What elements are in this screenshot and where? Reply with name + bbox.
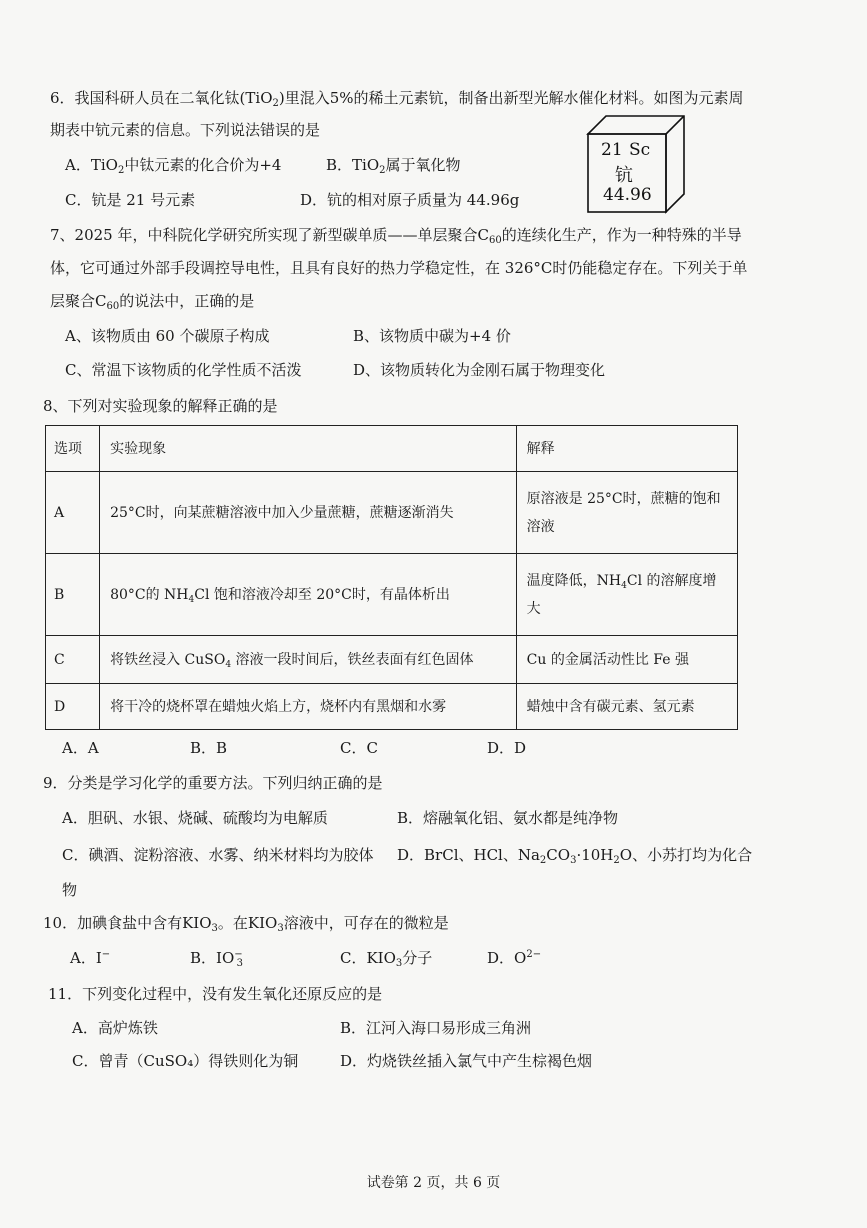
element-symbol: Sc: [629, 140, 651, 160]
table-cell-explanation: Cu 的金属活动性比 Fe 强: [516, 636, 737, 684]
table-row: [46, 636, 738, 684]
q10-stem: 10．加碘食盐中含有$KIO_3$。在$KIO_3$溶液中，可存在的微粒是: [43, 914, 449, 934]
table-cell-phenomenon: 将干冷的烧杯罩在蜡烛火焰上方，烧杯内有黑烟和水雾: [100, 684, 517, 730]
q7-option-b: B、该物质中碳为+4 价: [353, 327, 511, 345]
q11-option-c: C．曾青（CuSO₄）得铁则化为铜: [72, 1052, 299, 1070]
q9-option-d-continuation: 物: [62, 881, 78, 899]
q8-stem: 8、下列对实验现象的解释正确的是: [43, 397, 278, 415]
page-footer: 试卷第 2 页，共 6 页: [366, 1175, 501, 1191]
table-cell-explanation: 温度降低，$NH_4Cl$ 的溶解度增大: [516, 554, 737, 636]
q7-option-c: C、常温下该物质的化学性质不活泼: [65, 361, 302, 379]
q8-option-c: C．C: [340, 739, 378, 757]
q10-option-b: B．$IO^-_3$: [190, 949, 244, 969]
table-header-row: [46, 426, 738, 472]
q11-option-b: B．江河入海口易形成三角洲: [340, 1019, 532, 1037]
q10-option-a: A．I−: [70, 949, 111, 967]
q10-option-c: C．$KIO_3$分子: [340, 949, 433, 969]
table-row: [46, 472, 738, 554]
q10-option-d: D．$O^{2-}$: [487, 949, 542, 967]
table-cell-option: D: [46, 684, 100, 730]
q6-stem-line2: 期表中钪元素的信息。下列说法错误的是: [50, 121, 321, 139]
element-atomic-number: 21: [601, 140, 623, 160]
q6-option-b: B．TiO$_2$属于氧化物: [326, 156, 461, 176]
q9-option-d: D．BrCl、HCl、$Na_2CO_3\cdot 10H_2O$、小苏打均为化合: [397, 846, 753, 866]
experiment-table: [45, 425, 738, 730]
table-cell-explanation: 原溶液是 25°C时，蔗糖的饱和溶液: [516, 472, 737, 554]
table-header-explanation: 解释: [516, 426, 737, 472]
q8-option-d: D．D: [487, 739, 527, 757]
table-cell-phenomenon: 25°C时，向某蔗糖溶液中加入少量蔗糖，蔗糖逐渐消失: [100, 472, 517, 554]
q6-stem-line1: 6．我国科研人员在二氧化钛(TiO$_2$)里混入5%的稀土元素钪，制备出新型光解水催化材料。如图为元素周: [50, 89, 744, 109]
q8-option-b: B．B: [190, 739, 228, 757]
table-cell-phenomenon: 80°C的 $NH_4Cl$ 饱和溶液冷却至 20°C时，有晶体析出: [100, 554, 517, 636]
q11-option-a: A．高炉炼铁: [72, 1019, 158, 1037]
table-header-phenomenon: 实验现象: [100, 426, 517, 472]
q6-option-c: C．钪是 21 号元素: [65, 191, 196, 209]
q7-stem-line2: 体，它可通过外部手段调控导电性，且具有良好的热力学稳定性，在 326°C时仍能稳定存在。下列关于单: [50, 259, 748, 277]
table-cell-phenomenon: 将铁丝浸入 CuSO$_4$ 溶液一段时间后，铁丝表面有红色固体: [100, 636, 517, 684]
table-cell-option: A: [46, 472, 100, 554]
q11-stem: 11．下列变化过程中，没有发生氧化还原反应的是: [48, 985, 383, 1003]
q9-stem: 9．分类是学习化学的重要方法。下列归纳正确的是: [43, 774, 383, 792]
element-mass: 44.96: [603, 185, 652, 205]
q7-option-d: D、该物质转化为金刚石属于物理变化: [353, 361, 606, 379]
table-row: [46, 684, 738, 730]
q9-option-c: C．碘酒、淀粉溶液、水雾、纳米材料均为胶体: [62, 846, 374, 864]
table-header-option: 选项: [46, 426, 100, 472]
q6-option-a: A．TiO$_2$中钛元素的化合价为+4: [65, 156, 282, 176]
q9-option-b: B．熔融氧化铝、氨水都是纯净物: [397, 809, 619, 827]
q7-stem-line3: 层聚合$C_{60}$的说法中，正确的是: [50, 292, 255, 312]
table-cell-option: C: [46, 636, 100, 684]
table-cell-option: B: [46, 554, 100, 636]
q6-option-d: D．钪的相对原子质量为 44.96g: [300, 191, 520, 209]
q7-option-a: A、该物质由 60 个碳原子构成: [65, 327, 270, 345]
q9-option-a: A．胆矾、水银、烧碱、硫酸均为电解质: [62, 809, 328, 827]
q8-option-a: A．A: [62, 739, 99, 757]
q11-option-d: D．灼烧铁丝插入氯气中产生棕褐色烟: [340, 1052, 593, 1070]
table-row: [46, 554, 738, 636]
element-name: 钪: [615, 165, 633, 186]
table-cell-explanation: 蜡烛中含有碳元素、氢元素: [516, 684, 737, 730]
q7-stem-line1: 7、2025 年，中科院化学研究所实现了新型碳单质——单层聚合$C_{60}$的连续化生产，作为一种特殊的半导: [50, 226, 742, 246]
element-card-scandium: [586, 114, 686, 214]
